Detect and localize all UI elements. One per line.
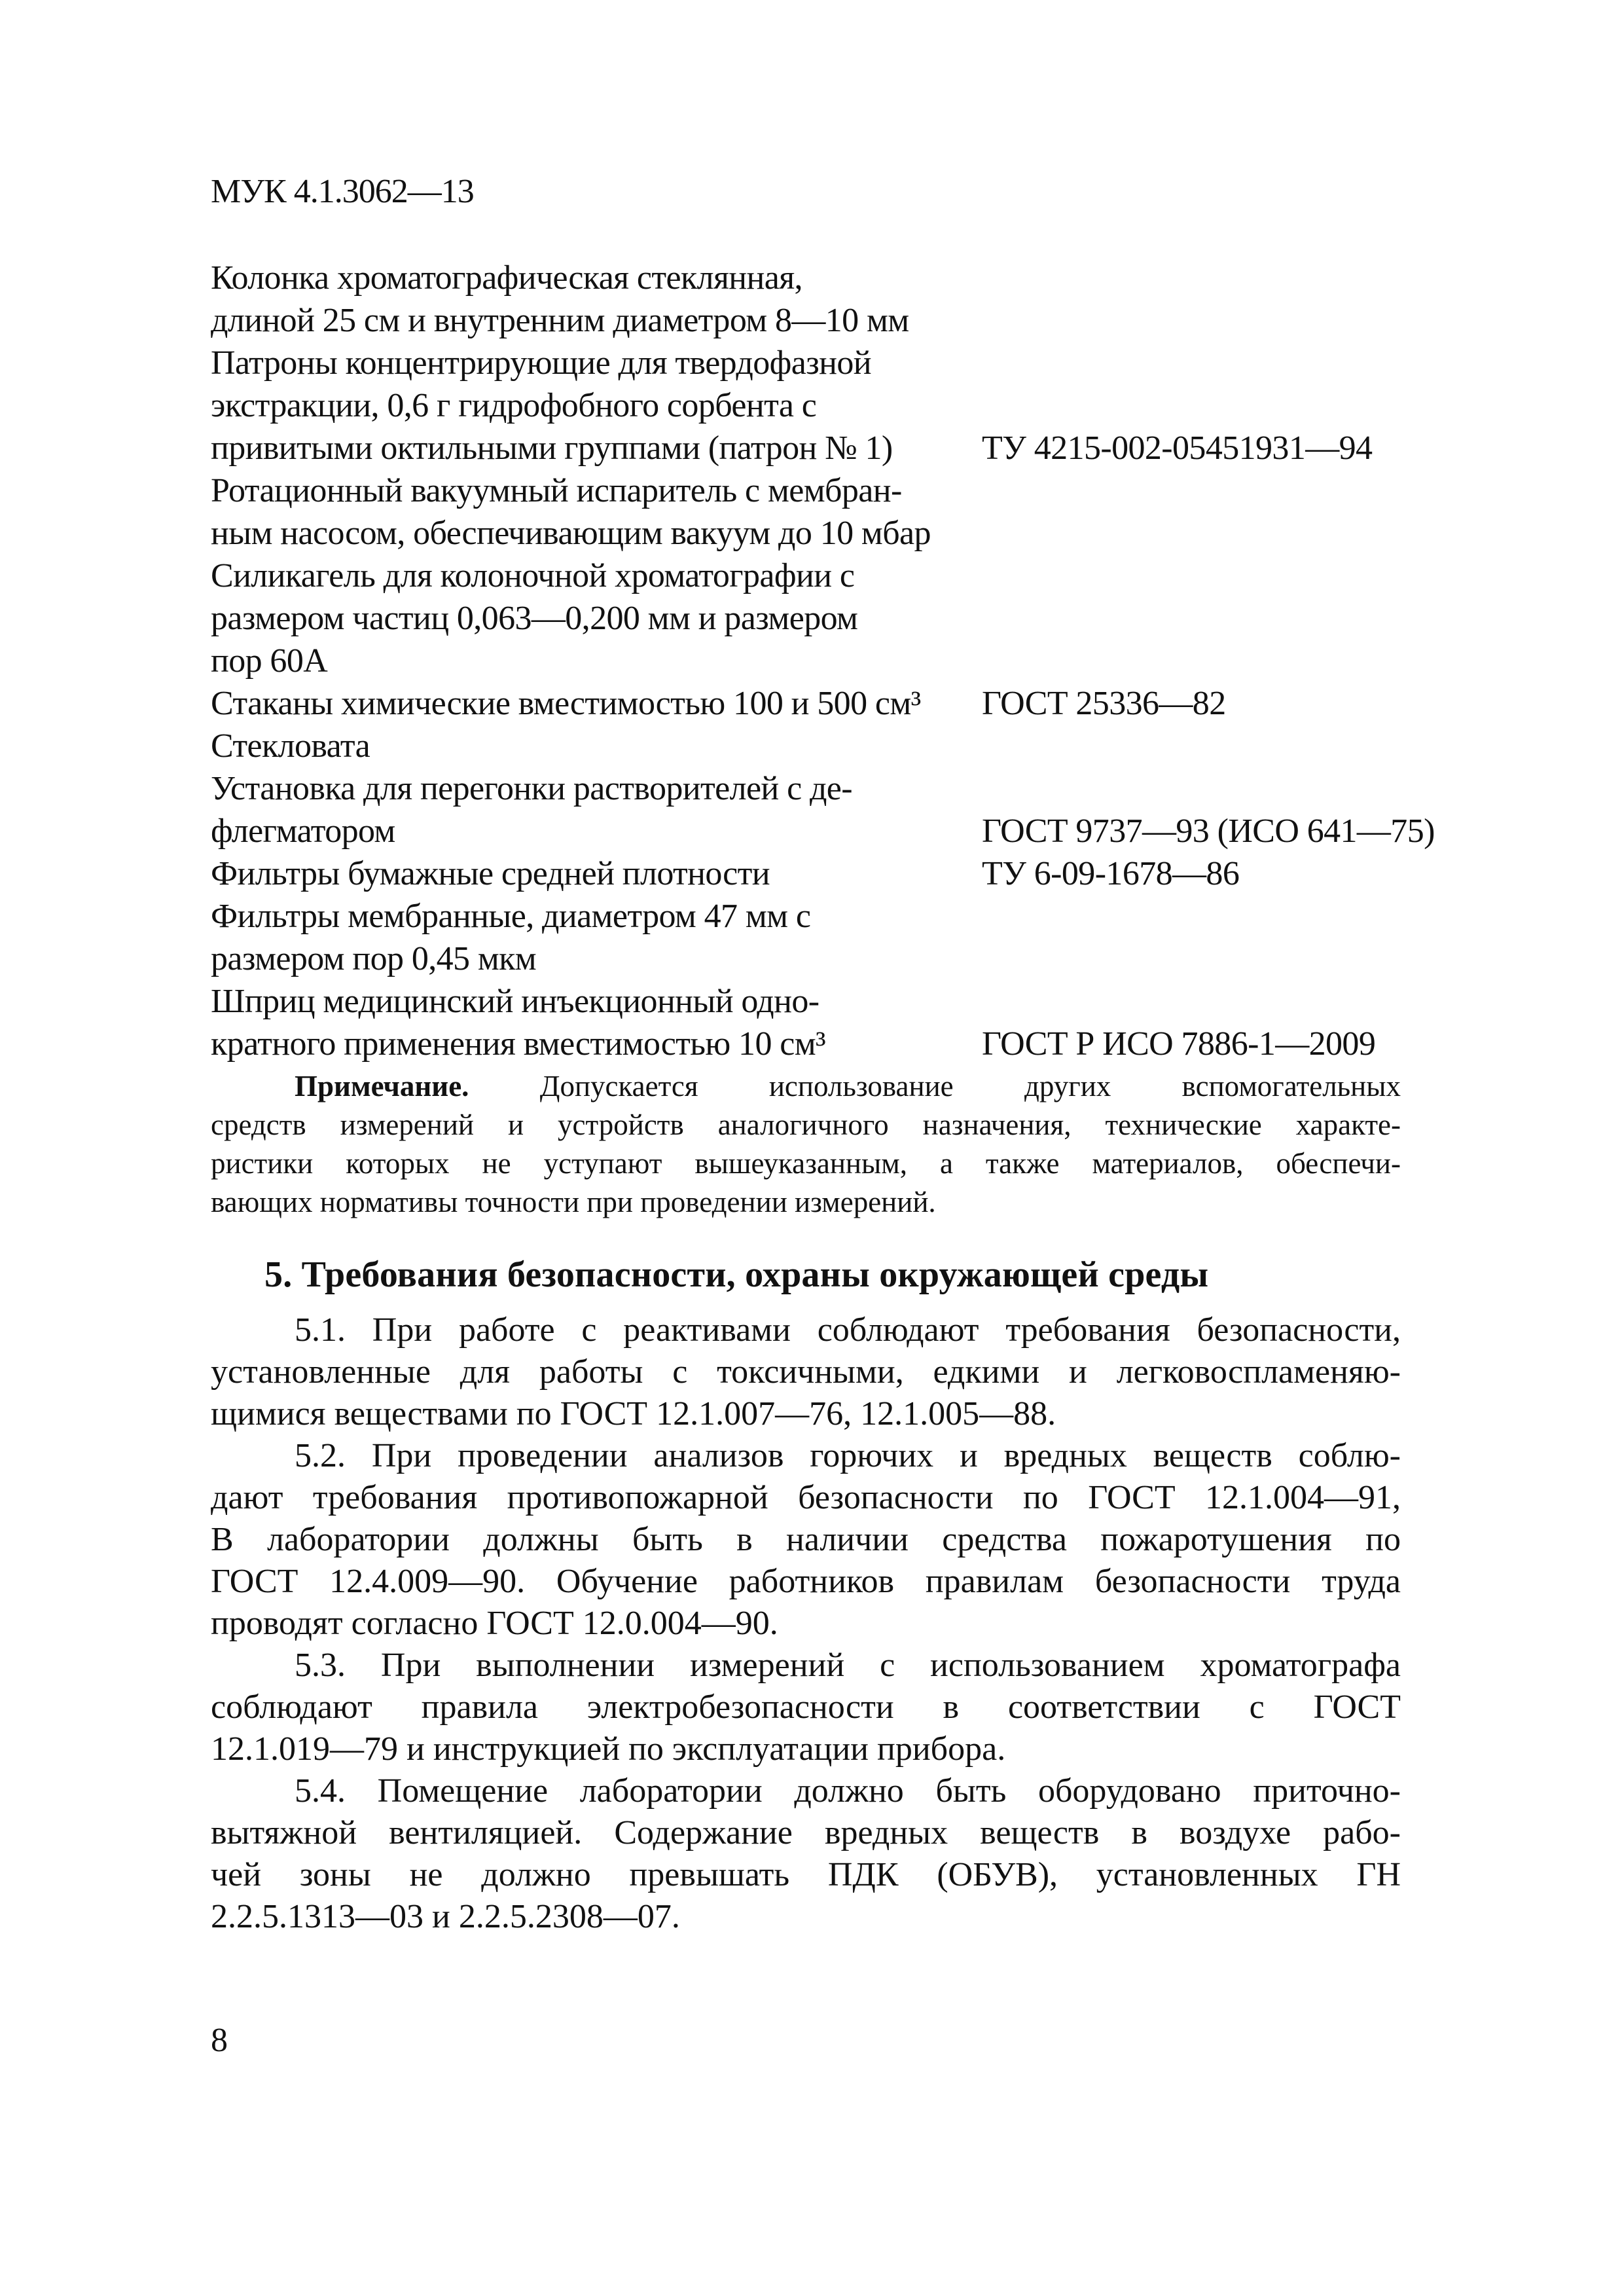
paragraph-line: 5.4. Помещение лаборатории должно быть оборудовано приточно-: [295, 1772, 1401, 1810]
equipment-standard: ТУ 6-09-1678—86: [982, 855, 1240, 892]
note-label: Примечание.: [295, 1070, 469, 1102]
equipment-name-line: флегматором: [211, 812, 395, 850]
document-code-header: МУК 4.1.3062—13: [211, 173, 474, 210]
equipment-item: [211, 725, 1533, 767]
note-line: вающих нормативы точности при проведении измерений.: [211, 1186, 936, 1218]
equipment-name-line: Ротационный вакуумный испаритель с мембран-: [211, 472, 902, 509]
equipment-name: [211, 895, 964, 980]
paragraph-line: установленные для работы с токсичными, едкими и легковоспламеняю-: [211, 1353, 1401, 1391]
equipment-name-line: пор 60А: [211, 642, 328, 680]
equipment-name: [211, 767, 964, 852]
paragraph-5-1: [211, 1309, 1401, 1435]
equipment-item: [211, 342, 1533, 469]
equipment-name-line: экстракции, 0,6 г гидрофобного сорбента с: [211, 387, 817, 424]
note-line: средств измерений и устройств аналогичного назначения, технические характе-: [211, 1108, 1401, 1141]
paragraph-line: ГОСТ 12.4.009—90. Обучение работников правилам безопасности труда: [211, 1563, 1401, 1600]
paragraph-line: 5.3. При выполнении измерений с использованием хроматографа: [295, 1647, 1401, 1684]
equipment-name-line: Стаканы химические вместимостью 100 и 500 см³: [211, 685, 921, 722]
equipment-item: [211, 682, 1533, 725]
equipment-item: [211, 257, 1533, 342]
paragraph-line: 5.2. При проведении анализов горючих и вредных веществ соблю-: [295, 1437, 1401, 1474]
equipment-list: [211, 257, 1533, 1065]
equipment-item: [211, 555, 1533, 682]
equipment-item: [211, 895, 1533, 980]
equipment-name-line: размером пор 0,45 мкм: [211, 940, 537, 977]
paragraph-5-3: [211, 1645, 1401, 1770]
note-first-line-text: Допускается использование других вспомогательных: [539, 1070, 1401, 1102]
equipment-name: [211, 725, 964, 767]
equipment-standard: ГОСТ 25336—82: [982, 685, 1226, 722]
page-number: 8: [211, 2022, 228, 2059]
note-line: ристики которых не уступают вышеуказанным, а также материалов, обеспечи-: [211, 1147, 1401, 1180]
equipment-name-line: Патроны концентрирующие для твердофазной: [211, 344, 872, 382]
equipment-name: [211, 342, 964, 469]
paragraph-5-4: [211, 1770, 1401, 1938]
paragraph-line: вытяжной вентиляцией. Содержание вредных веществ в воздухе рабо-: [211, 1814, 1401, 1851]
equipment-name: [211, 257, 964, 342]
equipment-name-line: Фильтры бумажные средней плотности: [211, 855, 770, 892]
equipment-name-line: кратного применения вместимостью 10 см³: [211, 1025, 826, 1063]
section-heading: 5. Требования безопасности, охраны окружающей среды: [264, 1254, 1209, 1295]
equipment-item: [211, 852, 1533, 895]
equipment-name: [211, 555, 964, 682]
equipment-standard: ГОСТ 9737—93 (ИСО 641—75): [982, 812, 1435, 850]
equipment-name-line: привитыми октильными группами (патрон № 1): [211, 429, 893, 467]
paragraph-line: соблюдают правила электробезопасности в соответствии с ГОСТ: [211, 1688, 1401, 1726]
equipment-standard: ТУ 4215-002-05451931—94: [982, 429, 1373, 467]
paragraph-5-2: [211, 1435, 1401, 1645]
equipment-name-line: Силикагель для колоночной хроматографии с: [211, 557, 855, 594]
section-body: [211, 1309, 1401, 1938]
equipment-name-line: Колонка хроматографическая стеклянная,: [211, 259, 802, 297]
equipment-name-line: размером частиц 0,063—0,200 мм и размером: [211, 600, 858, 637]
paragraph-line: 5.1. При работе с реактивами соблюдают требования безопасности,: [295, 1311, 1401, 1349]
equipment-item: [211, 469, 1533, 555]
equipment-name: [211, 469, 964, 555]
equipment-item: [211, 767, 1533, 852]
equipment-name-line: Фильтры мембранные, диаметром 47 мм с: [211, 898, 811, 935]
paragraph-line: В лаборатории должны быть в наличии средства пожаротушения по: [211, 1521, 1401, 1558]
paragraph-line: 2.2.5.1313—03 и 2.2.5.2308—07.: [211, 1898, 680, 1935]
paragraph-line: дают требования противопожарной безопасности по ГОСТ 12.1.004—91,: [211, 1479, 1401, 1516]
equipment-name-line: Шприц медицинский инъекционный одно-: [211, 983, 820, 1020]
equipment-name-line: Установка для перегонки растворителей с де-: [211, 770, 852, 807]
equipment-name: [211, 852, 964, 895]
equipment-name: [211, 980, 964, 1065]
equipment-name-line: Стекловата: [211, 727, 370, 765]
equipment-item: [211, 980, 1533, 1065]
paragraph-line: проводят согласно ГОСТ 12.0.004—90.: [211, 1605, 778, 1642]
note-line: [211, 1067, 1401, 1106]
equipment-name-line: ным насосом, обеспечивающим вакуум до 10 мбар: [211, 515, 931, 552]
paragraph-line: чей зоны не должно превышать ПДК (ОБУВ), установленных ГН: [211, 1856, 1401, 1893]
equipment-standard: ГОСТ Р ИСО 7886-1—2009: [982, 1025, 1376, 1063]
equipment-name: [211, 682, 964, 725]
paragraph-line: щимися веществами по ГОСТ 12.1.007—76, 12.1.005—88.: [211, 1395, 1056, 1432]
note-block: [211, 1067, 1401, 1222]
equipment-name-line: длиной 25 см и внутренним диаметром 8—10 мм: [211, 302, 909, 339]
paragraph-line: 12.1.019—79 и инструкцией по эксплуатации прибора.: [211, 1730, 1006, 1768]
